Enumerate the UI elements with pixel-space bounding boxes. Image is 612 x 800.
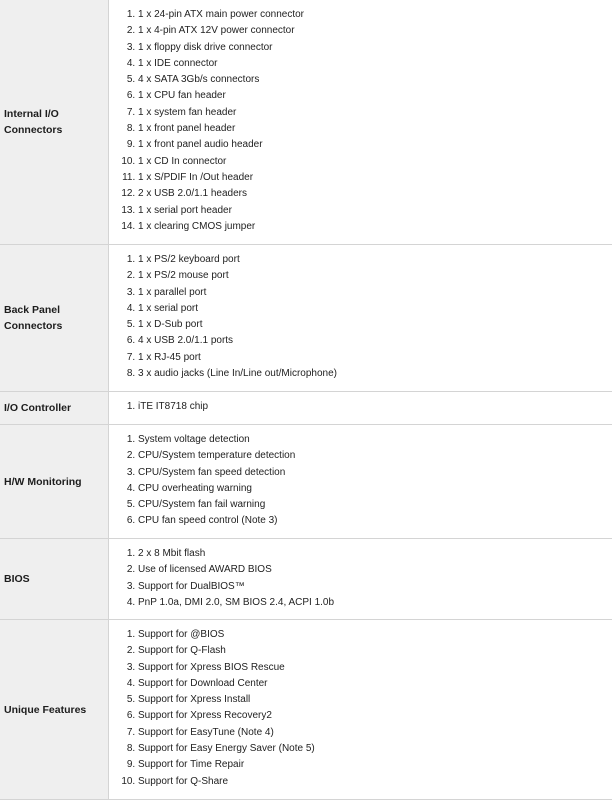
spec-row-io-controller bbox=[0, 391, 612, 424]
row-label-cell bbox=[0, 245, 109, 391]
item-list bbox=[109, 7, 304, 235]
row-items-cell bbox=[109, 245, 612, 391]
row-label: BIOS bbox=[4, 573, 30, 585]
list-item: 2. Support for Q-Flash bbox=[126, 645, 226, 657]
list-item: 13. 1 x serial port header bbox=[121, 204, 232, 216]
row-items-cell bbox=[109, 425, 612, 538]
row-label: I/O Controller bbox=[4, 402, 72, 414]
list-item: 14. 1 x clearing CMOS jumper bbox=[121, 220, 256, 232]
row-label: Back Panel Connectors bbox=[4, 304, 63, 332]
row-label-cell bbox=[0, 539, 109, 619]
list-item: 4. 1 x IDE connector bbox=[126, 57, 218, 69]
list-item: 7. Support for EasyTune (Note 4) bbox=[126, 726, 274, 738]
row-label-cell bbox=[0, 425, 109, 538]
list-item: 10. Support for Q-Share bbox=[121, 775, 229, 787]
list-item: 2. 1 x 4-pin ATX 12V power connector bbox=[126, 25, 295, 37]
item-list bbox=[109, 432, 295, 530]
list-item: 3. 1 x parallel port bbox=[126, 286, 207, 298]
list-item: 4. 1 x serial port bbox=[126, 302, 199, 314]
spec-row-internal-io bbox=[0, 0, 612, 244]
row-label-cell bbox=[0, 392, 109, 424]
list-item: 6. Support for Xpress Recovery2 bbox=[126, 710, 272, 722]
list-item: 1. Support for @BIOS bbox=[126, 629, 225, 640]
row-items-cell bbox=[109, 620, 612, 799]
row-label: H/W Monitoring bbox=[4, 475, 82, 488]
list-item: 5. Support for Xpress Install bbox=[126, 694, 251, 706]
list-item: 4. PnP 1.0a, DMI 2.0, SM BIOS 2.4, ACPI 1.0b bbox=[126, 596, 335, 608]
list-item: 9. 1 x front panel audio header bbox=[126, 139, 263, 151]
item-list bbox=[109, 399, 208, 415]
list-item: 2. 1 x PS/2 mouse port bbox=[126, 270, 229, 282]
list-item: 7. 1 x system fan header bbox=[126, 106, 237, 118]
spec-row-bios bbox=[0, 538, 612, 619]
row-items-cell bbox=[109, 0, 612, 244]
list-item: 3. 1 x floppy disk drive connector bbox=[126, 41, 273, 53]
list-item: 11. 1 x S/PDIF In /Out header bbox=[122, 171, 254, 183]
list-item: 6. 4 x USB 2.0/1.1 ports bbox=[126, 335, 234, 347]
list-item: 3. CPU/System fan speed detection bbox=[126, 466, 286, 478]
list-item: 1. System voltage detection bbox=[126, 434, 250, 445]
list-item: 4. CPU overheating warning bbox=[126, 482, 252, 494]
row-label-cell bbox=[0, 0, 109, 244]
spec-row-back-panel bbox=[0, 244, 612, 391]
list-item: 8. 3 x audio jacks (Line In/Line out/Microphone) bbox=[126, 368, 338, 380]
list-item: 12. 2 x USB 2.0/1.1 headers bbox=[121, 188, 247, 200]
list-item: 5. CPU/System fan fail warning bbox=[126, 499, 266, 511]
list-item: 2. Use of licensed AWARD BIOS bbox=[126, 564, 272, 576]
row-label: Internal I/O Connectors bbox=[4, 108, 63, 136]
item-list bbox=[109, 546, 334, 611]
list-item: 1. 1 x 24-pin ATX main power connector bbox=[126, 9, 305, 20]
list-item: 9. Support for Time Repair bbox=[126, 759, 245, 771]
row-label-cell bbox=[0, 620, 109, 799]
list-item: 5. 1 x D-Sub port bbox=[126, 319, 203, 331]
list-item: 1. iTE IT8718 chip bbox=[126, 401, 209, 412]
spec-row-unique-features bbox=[0, 619, 612, 800]
list-item: 10. 1 x CD In connector bbox=[121, 155, 227, 167]
list-item: 1. 1 x PS/2 keyboard port bbox=[126, 254, 240, 265]
list-item: 8. Support for Easy Energy Saver (Note 5) bbox=[126, 743, 315, 755]
row-label: Unique Features bbox=[4, 703, 87, 716]
list-item: 2. CPU/System temperature detection bbox=[126, 450, 296, 462]
list-item: 6. 1 x CPU fan header bbox=[126, 90, 226, 102]
list-item: 3. Support for DualBIOS™ bbox=[126, 580, 245, 592]
list-item: 7. 1 x RJ-45 port bbox=[126, 351, 201, 363]
row-items-cell bbox=[109, 539, 612, 619]
list-item: 4. Support for Download Center bbox=[126, 677, 268, 689]
spec-row-hw-monitoring bbox=[0, 424, 612, 538]
list-item: 5. 4 x SATA 3Gb/s connectors bbox=[126, 74, 260, 86]
item-list bbox=[109, 627, 315, 790]
list-item: 1. 2 x 8 Mbit flash bbox=[126, 548, 206, 559]
row-items-cell bbox=[109, 392, 612, 424]
list-item: 6. CPU fan speed control (Note 3) bbox=[126, 515, 278, 527]
item-list bbox=[109, 252, 337, 382]
list-item: 3. Support for Xpress BIOS Rescue bbox=[126, 661, 285, 673]
list-item: 8. 1 x front panel header bbox=[126, 123, 236, 135]
